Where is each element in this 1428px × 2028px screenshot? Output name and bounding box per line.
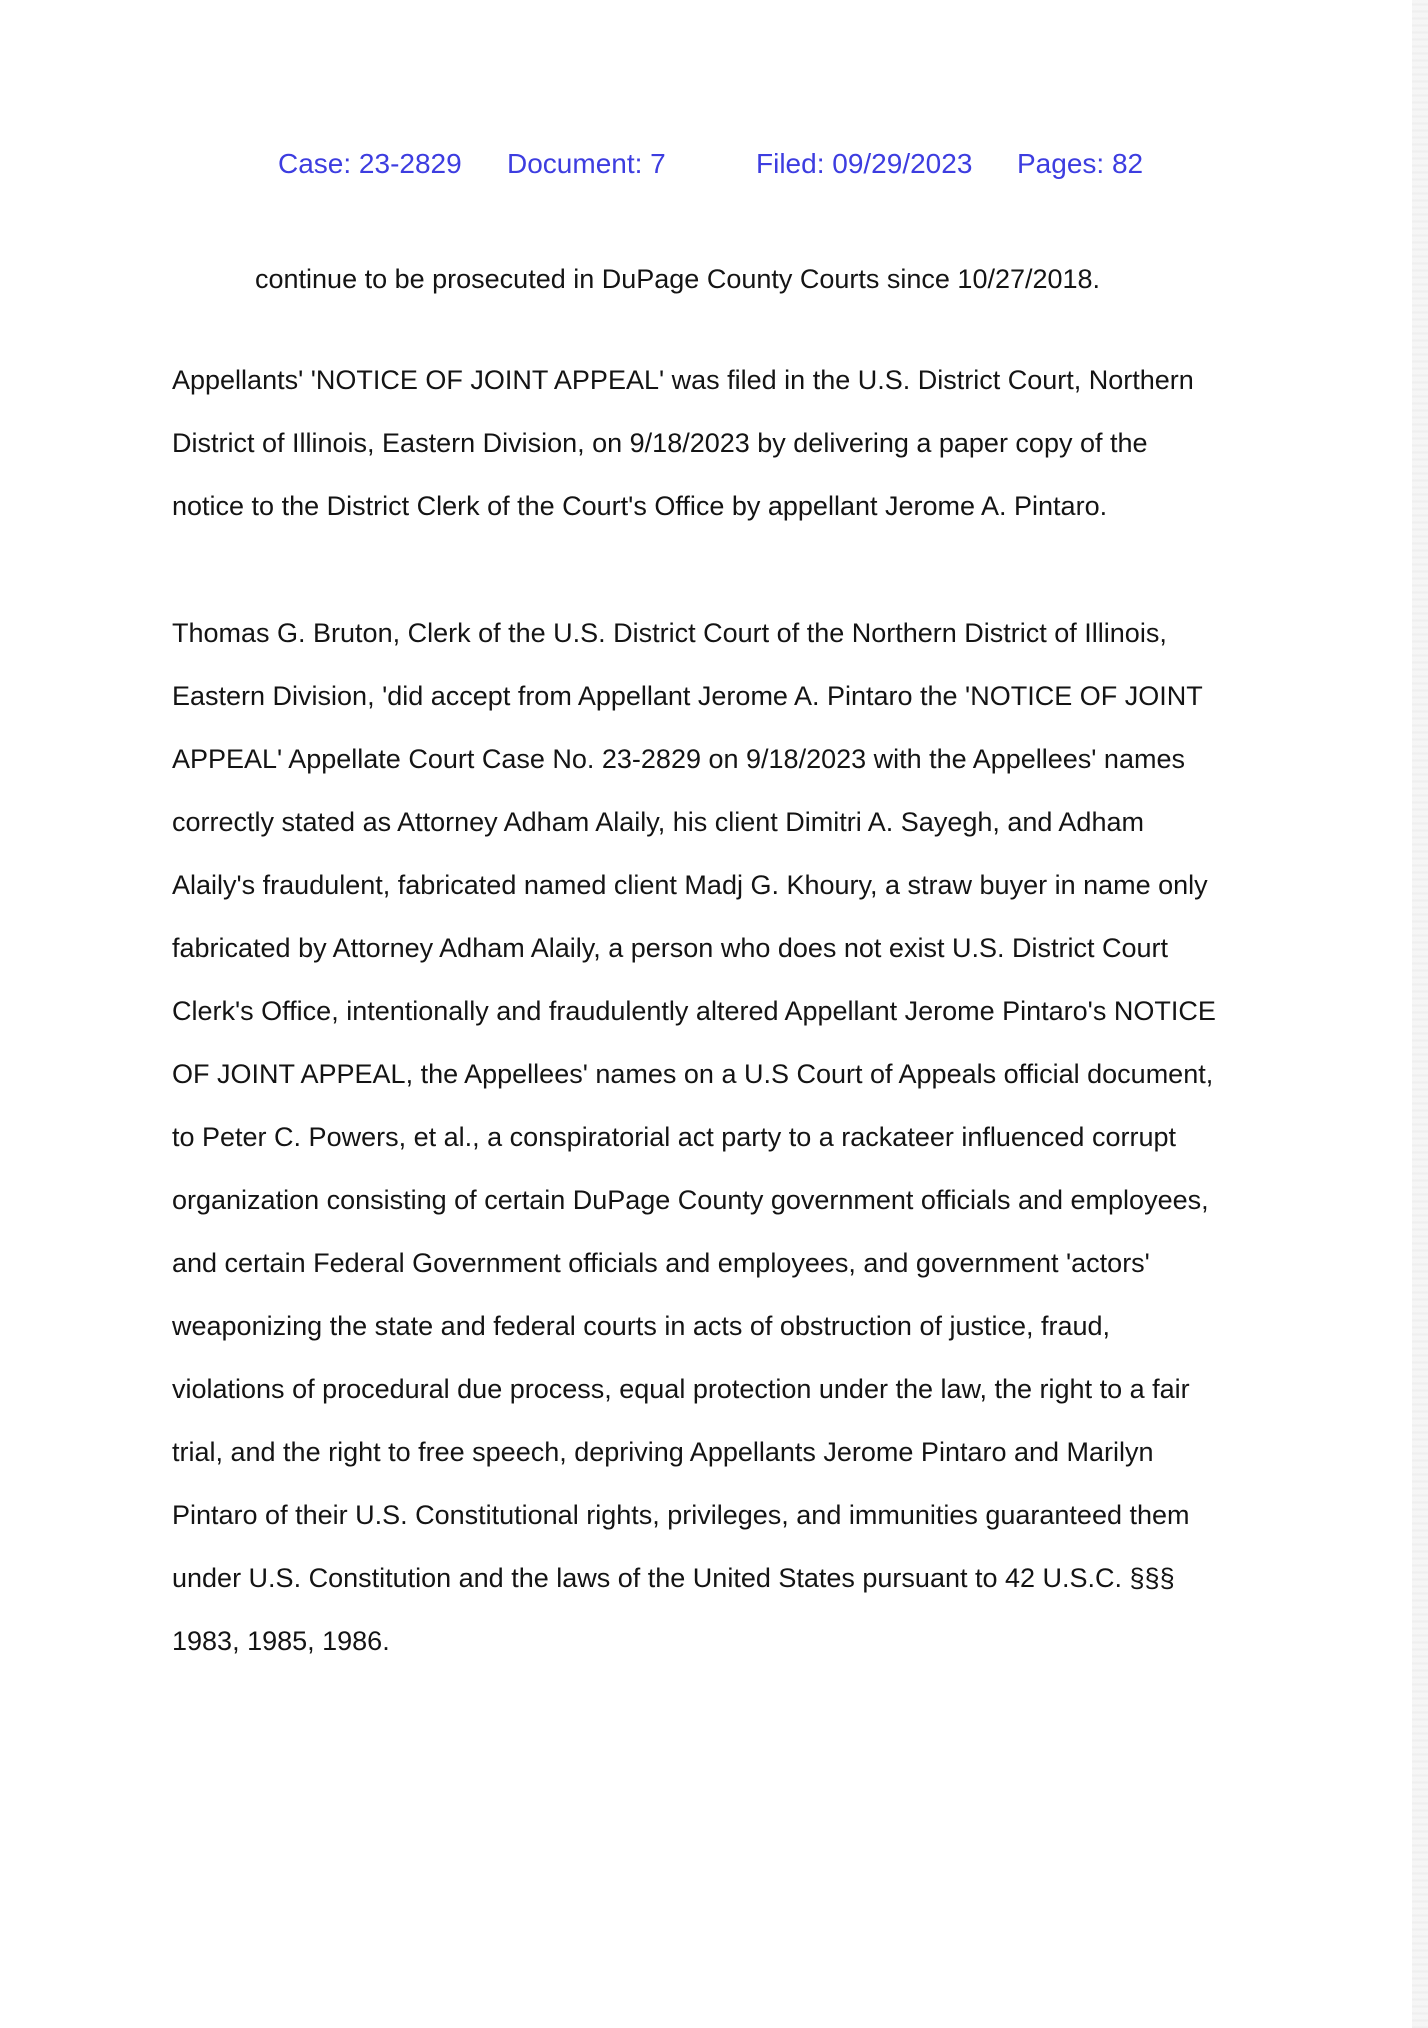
paragraph-line: APPEAL' Appellate Court Case No. 23-2829 on 9/18/2023 with the Appellees' names [172,744,1185,774]
paragraph-line: Thomas G. Bruton, Clerk of the U.S. District Court of the Northern District of Illinois, [172,618,1167,648]
paragraph-line: under U.S. Constitution and the laws of the United States pursuant to 42 U.S.C. §§§ [172,1563,1175,1593]
case-header [0,148,1428,188]
case-number: Case: 23-2829 [278,148,462,179]
paragraph-line: violations of procedural due process, equal protection under the law, the right to a fair [172,1374,1190,1404]
paragraph-line: Clerk's Office, intentionally and fraudulently altered Appellant Jerome Pintaro's NOTICE [172,996,1216,1026]
paragraph-line: Eastern Division, 'did accept from Appellant Jerome A. Pintaro the 'NOTICE OF JOINT [172,681,1203,711]
paragraph-line: Alaily's fraudulent, fabricated named client Madj G. Khoury, a straw buyer in name only [172,870,1208,900]
paragraph-line: 1983, 1985, 1986. [172,1626,390,1656]
filed-date: Filed: 09/29/2023 [756,148,973,179]
document-number: Document: 7 [507,148,666,179]
paragraph-line: organization consisting of certain DuPage County government officials and employees, [172,1185,1209,1215]
paragraph-line: weaponizing the state and federal courts in acts of obstruction of justice, fraud, [172,1311,1111,1341]
paragraph-line: District of Illinois, Eastern Division, on 9/18/2023 by delivering a paper copy of the [172,428,1148,458]
paragraph-line: Appellants' 'NOTICE OF JOINT APPEAL' was filed in the U.S. District Court, Northern [172,365,1194,395]
paragraph-line: trial, and the right to free speech, depriving Appellants Jerome Pintaro and Marilyn [172,1437,1154,1467]
opening-line: continue to be prosecuted in DuPage County Courts since 10/27/2018. [255,264,1101,294]
page-count: Pages: 82 [1017,148,1144,179]
paragraph-line: fabricated by Attorney Adham Alaily, a person who does not exist U.S. District Court [172,933,1168,963]
paragraph-line: to Peter C. Powers, et al., a conspiratorial act party to a rackateer influenced corrupt [172,1122,1176,1152]
paragraph-line: and certain Federal Government officials and employees, and government 'actors' [172,1248,1150,1278]
paragraph-line: Pintaro of their U.S. Constitutional rights, privileges, and immunities guaranteed them [172,1500,1190,1530]
paragraph-line: correctly stated as Attorney Adham Alaily, his client Dimitri A. Sayegh, and Adham [172,807,1144,837]
paragraph-line: OF JOINT APPEAL, the Appellees' names on a U.S Court of Appeals official document, [172,1059,1214,1089]
paragraph-line: notice to the District Clerk of the Court's Office by appellant Jerome A. Pintaro. [172,491,1108,521]
scan-edge-artifact [1412,0,1428,2028]
